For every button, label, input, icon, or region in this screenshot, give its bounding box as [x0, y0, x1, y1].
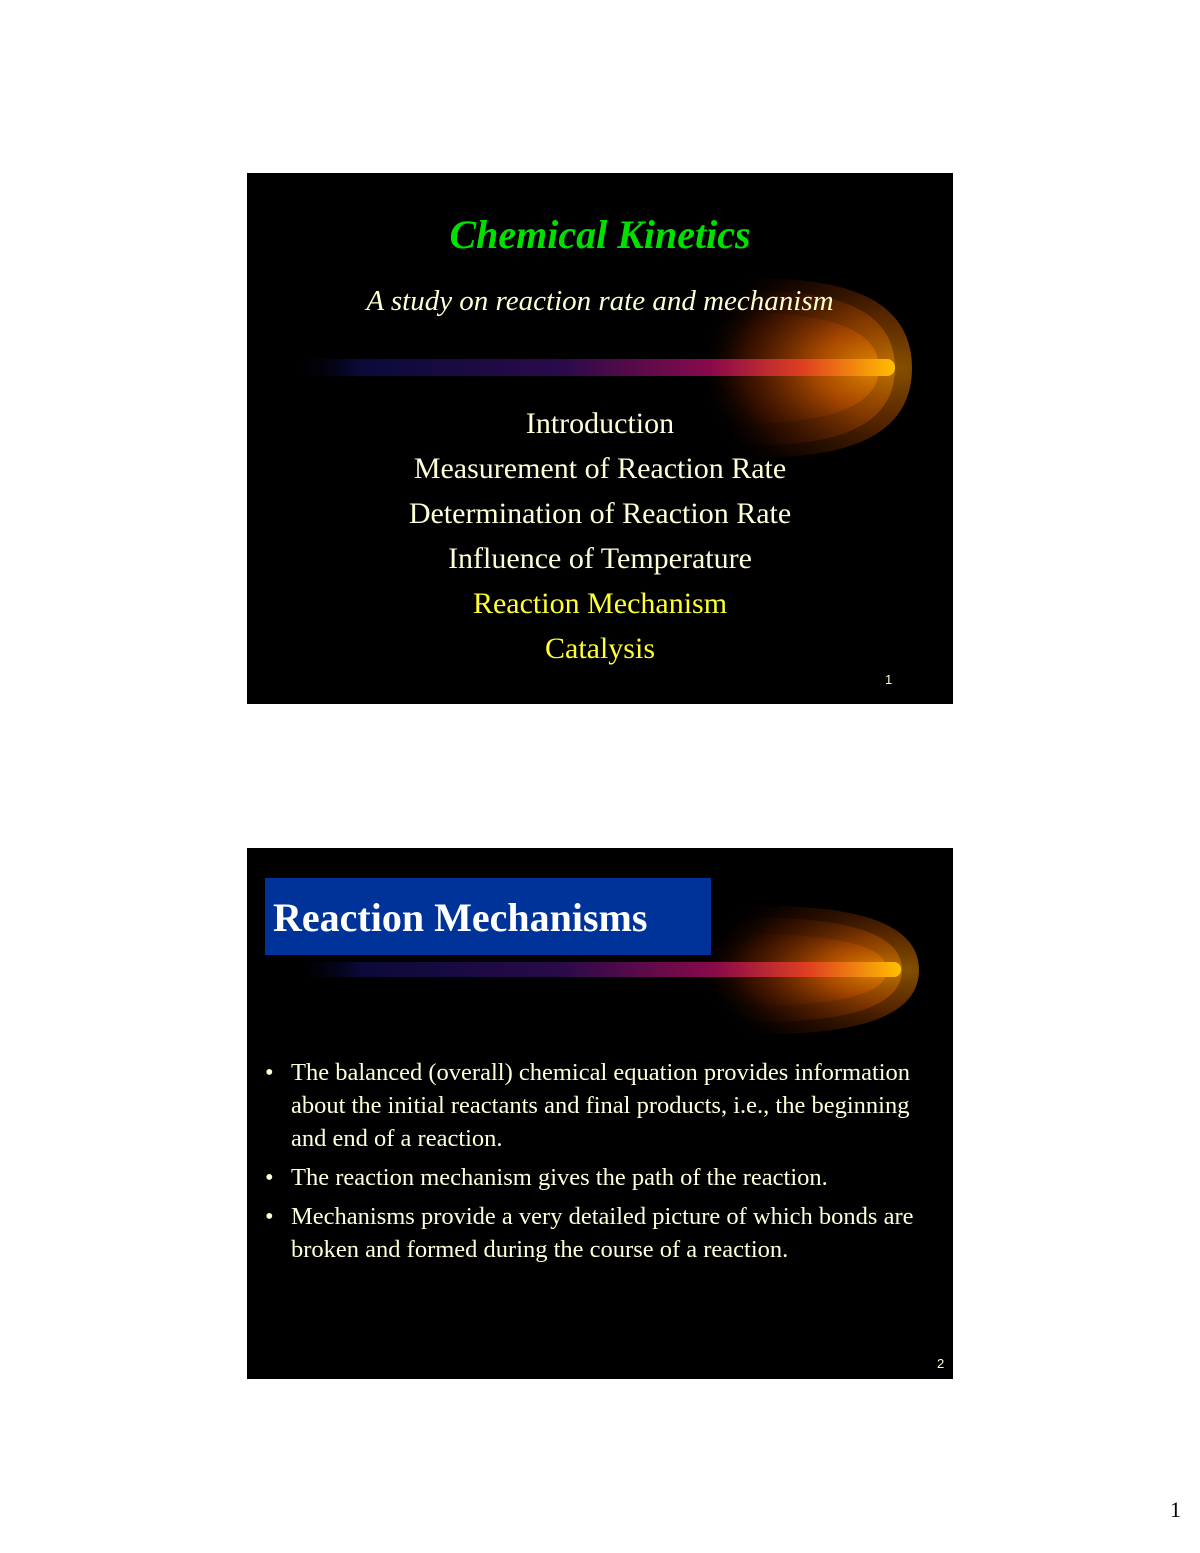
slide-2 [247, 848, 953, 1379]
topic-list [247, 401, 953, 671]
slide-title: Reaction Mechanisms [273, 895, 648, 940]
slide-number: 2 [937, 1356, 945, 1371]
bullet-text: The balanced (overall) chemical equation provides information about the initial reactants and final products, i.e., the beginning and end of a reaction. [291, 1059, 911, 1152]
topic-item-highlighted: Catalysis [545, 632, 655, 665]
bullet-icon: • [265, 1059, 274, 1086]
bullet-text: Mechanisms provide a very detailed picture of which bonds are broken and formed during the course of a reaction. [291, 1203, 914, 1263]
bullet-list [265, 1056, 935, 1272]
topic-item: Measurement of Reaction Rate [413, 452, 787, 485]
slide-1 [247, 173, 953, 704]
slide-title: Chemical Kinetics [449, 212, 751, 257]
slide-number: 1 [885, 672, 893, 687]
bullet-item [265, 1056, 935, 1155]
topic-item: Determination of Reaction Rate [408, 497, 792, 530]
bullet-text: The reaction mechanism gives the path of the reaction. [291, 1164, 828, 1191]
page-number: 1 [1170, 1497, 1181, 1522]
slide-subtitle: A study on reaction rate and mechanism [366, 285, 834, 317]
topic-item: Introduction [525, 407, 675, 440]
topic-item: Influence of Temperature [448, 542, 752, 575]
bullet-item [265, 1200, 935, 1266]
bullet-item [265, 1161, 935, 1194]
bullet-icon: • [265, 1164, 274, 1191]
bullet-icon: • [265, 1203, 274, 1230]
topic-item-highlighted: Reaction Mechanism [472, 587, 728, 620]
